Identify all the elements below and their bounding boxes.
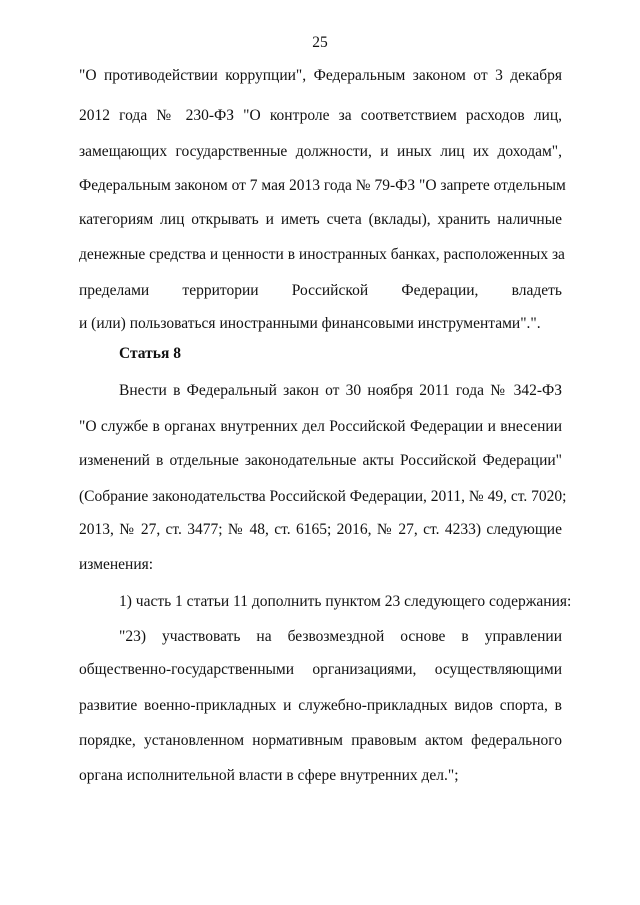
- paragraph-line: 2013, № 27, ст. 3477; № 48, ст. 6165; 2016, № 27, ст. 4233) следующие: [79, 521, 562, 538]
- paragraph-line: общественно-государственными организациями, осуществляющими: [79, 661, 562, 678]
- paragraph-line: развитие военно-прикладных и служебно-прикладных видов спорта, в: [79, 697, 562, 714]
- paragraph-line: "О службе в органах внутренних дел Российской Федерации и внесении: [79, 418, 562, 435]
- paragraph-line: изменения:: [79, 556, 154, 573]
- paragraph-line: и (или) пользоваться иностранными финансовыми инструментами".".: [79, 315, 541, 332]
- paragraph-line: 2012 года № 230-ФЗ "О контроле за соответствием расходов лиц,: [79, 107, 562, 124]
- paragraph-line: категориям лиц открывать и иметь счета (вклады), хранить наличные: [79, 211, 562, 228]
- paragraph-line: "О противодействии коррупции", Федеральным законом от 3 декабря: [79, 67, 562, 84]
- paragraph-line: замещающих государственные должности, и иных лиц их доходам",: [79, 143, 562, 160]
- paragraph-line: (Собрание законодательства Российской Федерации, 2011, № 49, ст. 7020;: [79, 488, 567, 505]
- paragraph-line: пределами территории Российской Федерации, владеть: [79, 282, 562, 299]
- paragraph-line: "23) участвовать на безвозмездной основе в управлении: [119, 628, 562, 645]
- paragraph-line: Внести в Федеральный закон от 30 ноября 2011 года № 342-ФЗ: [119, 382, 562, 399]
- article-heading: Статья 8: [119, 345, 181, 362]
- page-number: 25: [312, 34, 328, 51]
- paragraph-line: органа исполнительной власти в сфере внутренних дел.";: [79, 767, 459, 784]
- paragraph-line: 1) часть 1 статьи 11 дополнить пунктом 23 следующего содержания:: [119, 593, 572, 610]
- paragraph-line: Федеральным законом от 7 мая 2013 года № 79-ФЗ "О запрете отдельным: [79, 177, 566, 194]
- paragraph-line: денежные средства и ценности в иностранных банках, расположенных за: [79, 246, 565, 263]
- paragraph-line: изменений в отдельные законодательные акты Российской Федерации": [79, 452, 562, 469]
- paragraph-line: порядке, установленном нормативным правовым актом федерального: [79, 732, 562, 749]
